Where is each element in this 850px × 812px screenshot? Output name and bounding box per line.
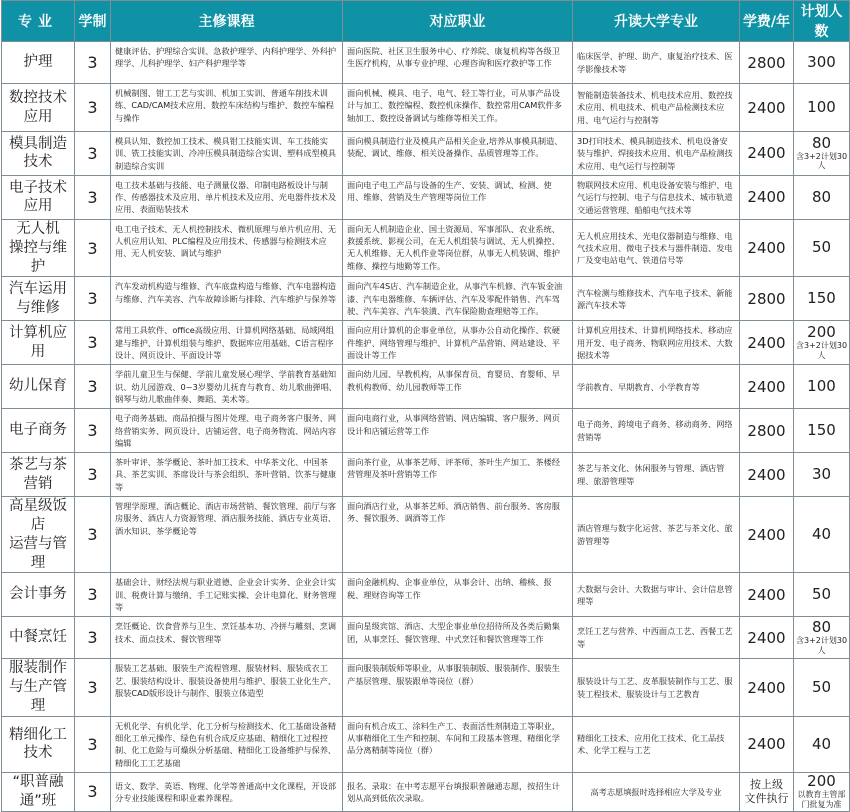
plan-cell <box>794 277 850 321</box>
courses-cell: 学前儿童卫生与保健、学前儿童发展心理学、学前教育基础知识、幼儿园游戏、0~3岁婴幼儿抚育与教育、幼儿歌曲弹唱、钢琴与幼儿歌曲伴奏、舞蹈、美术等。 <box>111 365 343 409</box>
major-name-text: 电子商务 <box>9 422 67 439</box>
years-cell: 3 <box>75 132 111 176</box>
jobs-cell: 面向电商行业，从事网络营销、网店编辑、客户服务、网页设计和店铺运营等工作 <box>343 409 573 453</box>
major-name-text: 高星级饭店 运营与管理 <box>9 497 67 571</box>
table-row <box>2 659 850 717</box>
plan-cell <box>794 84 850 132</box>
plan-value: 30 <box>811 464 832 483</box>
jobs-cell: 面向模具制造行业及模具产品相关企业,培养从事模具制造、装配、调试、维修、相关设备操作、品质管理等工作。 <box>343 132 573 176</box>
jobs-cell: 面向幼儿园、早教机构，从事保育员、育婴员、育婴师、早教机构教师、幼儿园教师等工作 <box>343 365 573 409</box>
major-name-text: 护理 <box>23 54 53 71</box>
courses-cell: 模具认知、数控加工技术、模具钳工技能实训、车工技能实训、铣工技能实训、冷冲压模具制造综合实训、塑料成型模具制造综合实训 <box>111 132 343 176</box>
major-name <box>2 132 75 176</box>
fee-value: 2400 <box>747 144 786 163</box>
fee-value: 2400 <box>747 585 786 604</box>
jobs-cell: 面向汽车4S店、汽车制造企业，从事汽车机修、汽车钣金油漆、汽车电器维修、车辆评估、汽车及零配件销售、汽车驾驶、汽车美容、汽车装潢、汽车保险勘查理赔等工作。 <box>343 277 573 321</box>
fee-cell <box>740 84 794 132</box>
university-cell: 服装设计与工艺、皮革服装制作与工艺、服装工程技术、服装设计与工艺教育 <box>573 659 740 717</box>
table-row <box>2 132 850 176</box>
years-cell: 3 <box>75 573 111 617</box>
courses-cell: 语文、数学、英语、物理、化学等普通高中文化课程，开设部分专业技能课程和职业素养课程。 <box>111 772 343 811</box>
table-row <box>2 496 850 572</box>
major-name-text: 汽车运用与维修 <box>9 281 67 316</box>
enrollment-table <box>1 0 850 812</box>
table-row <box>2 573 850 617</box>
plan-cell <box>794 219 850 277</box>
plan-cell <box>794 409 850 453</box>
plan-value: 50 <box>811 584 832 603</box>
plan-cell <box>794 453 850 497</box>
header-major: 专业 <box>2 1 75 42</box>
table-row <box>2 175 850 219</box>
fee-value: 2400 <box>747 525 786 544</box>
university-cell: 电子商务、跨境电子商务、移动商务、网络营销等 <box>573 409 740 453</box>
courses-cell: 电工技术基础与技能、电子测量仪器、印制电路板设计与制作、传感器技术及应用、单片机技术及应用、光电器件技术及应用、表面贴装技术 <box>111 175 343 219</box>
plan-note: 含3+2计划30人 <box>795 341 848 360</box>
major-name-text: 计算机应用 <box>9 324 67 360</box>
university-cell: 精细化工技术、应用化工技术、化工品技术、化学工程与工艺 <box>573 716 740 772</box>
fee-value: 2800 <box>747 421 786 440</box>
plan-value: 200 <box>807 323 836 342</box>
years-cell: 3 <box>75 42 111 84</box>
major-name-text: “职普融通”班 <box>12 773 64 809</box>
plan-cell <box>794 659 850 717</box>
years-cell: 3 <box>75 453 111 497</box>
plan-value: 100 <box>807 97 836 116</box>
plan-note: 含3+2计划30人 <box>795 151 848 171</box>
jobs-cell: 面向服装制版师等职业，从事服装制版、服装制作、服装生产基层管理、服装跟单等岗位（群） <box>343 659 573 717</box>
major-name-text: 精细化工技术 <box>9 726 67 762</box>
plan-cell <box>794 365 850 409</box>
courses-cell: 电工电子技术、无人机控制技术、微机原理与单片机应用、无人机应用认知、PLC编程及应用技术、传感器与检测技术应用、无人机安装、调试与维护 <box>111 219 343 277</box>
table-row <box>2 321 850 365</box>
jobs-cell: 面向机械、模具、电子、电气、轻工等行业，可从事产品设计与加工、数控编程、数控机床操作、数控常用CAM软件多轴加工、数控设备调试与维修等相关工作。 <box>343 84 573 132</box>
plan-value: 40 <box>811 734 832 753</box>
fee-value: 2400 <box>747 465 786 484</box>
jobs-cell: 报名、录取：在中考志愿平台填报职普融通志愿，按招生计划从高到低依次录取。 <box>343 772 573 811</box>
header-plan: 计划人数 <box>794 1 850 42</box>
fee-cell <box>740 409 794 453</box>
fee-value: 2400 <box>747 333 786 352</box>
table-row <box>2 716 850 772</box>
university-cell: 学前教育、早期教育、小学教育等 <box>573 365 740 409</box>
years-cell: 3 <box>75 365 111 409</box>
major-name <box>2 175 75 219</box>
jobs-cell: 面向星级宾馆、酒店、大型企事业单位招待所及各类后勤集团，从事烹饪、餐饮管理、中式烹饪和餐饮管理等工作 <box>343 617 573 659</box>
fee-value: 2400 <box>747 377 786 396</box>
major-name <box>2 772 75 811</box>
university-cell: 高考志愿填报时选择相应大学及专业 <box>573 772 740 811</box>
jobs-cell: 面向医院、社区卫生服务中心、疗养院、康复机构等各级卫生医疗机构，从事专业护理、心理咨询和医疗救护等工作 <box>343 42 573 84</box>
jobs-cell: 面向无人机制造企业、国土资源局、军事部队、农业系统、救援系统、影视公司，在无人机组装与调试、无人机操控、无人机维修、无人机作业等岗位群，从事无人机装调、维护维修、操控与地勤等工作。 <box>343 219 573 277</box>
years-cell: 3 <box>75 496 111 572</box>
table-row <box>2 219 850 277</box>
major-name <box>2 219 75 277</box>
courses-cell: 汽车发动机构造与维修、汽车底盘构造与维修、汽车电器构造与维修、汽车美容、汽车故障诊断与排除、汽车维护与保养等 <box>111 277 343 321</box>
major-name <box>2 659 75 717</box>
table-row <box>2 409 850 453</box>
fee-value: 2400 <box>747 98 786 117</box>
major-name <box>2 365 75 409</box>
fee-value: 2400 <box>747 735 786 754</box>
table-row <box>2 277 850 321</box>
major-name <box>2 453 75 497</box>
major-name-text: 会计事务 <box>9 586 67 603</box>
fee-cell <box>740 321 794 365</box>
header-university: 升读大学专业 <box>573 1 740 42</box>
jobs-cell: 面向酒店行业，从事茶艺师、酒店销售、前台服务、客房服务、餐饮服务、调酒等工作 <box>343 496 573 572</box>
years-cell: 3 <box>75 409 111 453</box>
years-cell: 3 <box>75 84 111 132</box>
years-cell: 3 <box>75 175 111 219</box>
major-name <box>2 716 75 772</box>
university-cell: 茶艺与茶文化、休闲服务与管理、酒店管理、旅游管理等 <box>573 453 740 497</box>
major-name-text: 无人机 操控与维护 <box>9 220 67 275</box>
major-name <box>2 84 75 132</box>
plan-cell <box>794 496 850 572</box>
years-cell: 3 <box>75 716 111 772</box>
jobs-cell: 面向金融机构、企事业单位，从事会计、出纳、稽核、报税、理财咨询等工作 <box>343 573 573 617</box>
fee-cell <box>740 496 794 572</box>
courses-cell: 电子商务基础、商品拍摄与图片处理、电子商务客户服务、网络营销实务、网页设计、店铺运营、电子商务物流、网站内容编辑 <box>111 409 343 453</box>
years-cell: 3 <box>75 659 111 717</box>
fee-cell <box>740 573 794 617</box>
plan-cell <box>794 321 850 365</box>
table-row <box>2 365 850 409</box>
plan-cell <box>794 573 850 617</box>
fee-cell <box>740 175 794 219</box>
university-cell: 大数据与会计、大数据与审计、会计信息管理等 <box>573 573 740 617</box>
major-name-text: 模具制造技术 <box>9 135 67 171</box>
fee-cell <box>740 659 794 717</box>
table-row <box>2 84 850 132</box>
fee-value: 按上级 文件执行 <box>744 777 789 805</box>
fee-cell <box>740 716 794 772</box>
major-name <box>2 617 75 659</box>
major-name-text: 服装制作 与生产管理 <box>9 660 67 714</box>
major-name-text: 中餐烹饪 <box>9 629 67 646</box>
fee-cell <box>740 453 794 497</box>
major-name <box>2 277 75 321</box>
university-cell: 3D打印技术、模具制造技术、机电设备安装与维护、焊接技术应用、机电产品检测技术应用、电气运行与控制等 <box>573 132 740 176</box>
table-row <box>2 772 850 811</box>
jobs-cell: 面向茶行业，从事茶艺师、评茶师、茶叶生产加工、茶楼经营管理及茶叶营销等工作 <box>343 453 573 497</box>
major-name <box>2 573 75 617</box>
major-name <box>2 321 75 365</box>
courses-cell: 服装工艺基础、服装生产流程管理、服装材料、服装成衣工艺、服装结构设计、服装设备使用与维护、服装工业化生产、服装CAD版形设计与制作、服装立体造型 <box>111 659 343 717</box>
major-name <box>2 409 75 453</box>
fee-value: 2400 <box>747 188 786 207</box>
plan-value: 50 <box>811 238 832 257</box>
courses-cell: 健康评估、护理综合实训、急救护理学、内科护理学、外科护理学、儿科护理学、妇产科护理学等 <box>111 42 343 84</box>
plan-cell <box>794 42 850 84</box>
university-cell: 汽车检测与维修技术、汽车电子技术、新能源汽车技术等 <box>573 277 740 321</box>
courses-cell: 常用工具软件、office高级应用、计算机网络基础、局域网组建与维护、计算机组装与维护、数据库应用基础、C语言程序设计、网页设计、平面设计等 <box>111 321 343 365</box>
years-cell: 3 <box>75 219 111 277</box>
header-jobs: 对应职业 <box>343 1 573 42</box>
table-row <box>2 453 850 497</box>
plan-note: 以教育主管部门批复为准 <box>797 790 846 809</box>
fee-value: 2400 <box>747 239 786 258</box>
table-row <box>2 617 850 659</box>
plan-cell <box>794 132 850 176</box>
major-name-text: 茶艺与茶营销 <box>9 456 67 492</box>
university-cell: 临床医学、护理、助产、康复治疗技术、医学影像技术等 <box>573 42 740 84</box>
fee-cell <box>740 132 794 176</box>
major-name <box>2 496 75 572</box>
university-cell: 计算机应用技术、计算机网络技术、移动应用开发、电子商务、物联网应用技术、大数据技术等 <box>573 321 740 365</box>
fee-cell <box>740 772 794 811</box>
fee-cell <box>740 365 794 409</box>
plan-value: 50 <box>811 677 832 696</box>
fee-value: 2400 <box>747 678 786 697</box>
university-cell: 物联网技术应用、机电设备安装与维护、电气运行与控制、电子与信息技术、城市轨道交通运营管理、船舶电气技术等 <box>573 175 740 219</box>
plan-value: 300 <box>807 52 836 71</box>
fee-cell <box>740 42 794 84</box>
years-cell: 3 <box>75 617 111 659</box>
jobs-cell: 面向应用计算机的企事业单位，从事办公自动化操作、软硬件维护、网络管理与维护、计算机产品营销、网站建设、平面设计等工作 <box>343 321 573 365</box>
years-cell: 3 <box>75 321 111 365</box>
table-row <box>2 42 850 84</box>
courses-cell: 无机化学、有机化学、化工分析与检测技术、化工基础设备精细化工单元操作、绿色有机合成反应基础、精细化工过程控制、化工危险与可燥纵分析基础、精细化工设备维护与保养、精细化工工艺基础 <box>111 716 343 772</box>
courses-cell: 机械制图、钳工工艺与实训、机加工实训、普通车削技术训练、CAD/CAM技术应用、数控车床结构与维护、数控车编程与操作 <box>111 84 343 132</box>
plan-value: 150 <box>807 288 836 307</box>
plan-cell <box>794 175 850 219</box>
header-fee: 学费/年 <box>740 1 794 42</box>
fee-value: 2800 <box>747 289 786 308</box>
plan-cell <box>794 716 850 772</box>
fee-value: 2400 <box>747 628 786 647</box>
courses-cell: 基础会计、财经法规与职业道德、企业会计实务、企业会计实训、税费计算与缴纳、手工记账实操、会计电算化、财务管理等 <box>111 573 343 617</box>
fee-cell <box>740 617 794 659</box>
university-cell: 智能制造装备技术、机电技术应用、数控技术应用、机电技术、机电产品检测技术应用、电气运行与控制等 <box>573 84 740 132</box>
major-name-text: 数控技术应用 <box>9 89 67 125</box>
jobs-cell: 面向有机合成工、涂料生产工、表面活性剂制造工等职业，从事精细化工生产和控制、车间和工段基本管理、精细化学品分离精制等岗位（群） <box>343 716 573 772</box>
courses-cell: 烹饪概论、饮食营养与卫生、烹饪基本功、冷拼与雕刻、烹调技术、面点技术、餐饮管理等 <box>111 617 343 659</box>
header-row <box>2 1 850 42</box>
plan-value: 80 <box>811 187 832 206</box>
header-courses: 主修课程 <box>111 1 343 42</box>
years-cell: 3 <box>75 277 111 321</box>
plan-value: 200 <box>807 772 836 791</box>
courses-cell: 管理学原理、酒店概论、酒店市场营销、餐饮管理、前厅与客房服务、酒店人力资源管理、酒店服务技能、酒店专业英语、酒水知识、茶学概论等 <box>111 496 343 572</box>
plan-value: 40 <box>811 524 832 543</box>
plan-value: 100 <box>807 376 836 395</box>
university-cell: 烹饪工艺与营养、中西面点工艺、西餐工艺等 <box>573 617 740 659</box>
jobs-cell: 面向电子电工产品与设备的生产、安装、调试、检测、使用、维修、营销及生产管理等岗位工作 <box>343 175 573 219</box>
major-name <box>2 42 75 84</box>
fee-cell <box>740 277 794 321</box>
university-cell: 无人机应用技术、光电仪器制造与维修、电气技术应用、微电子技术与器件制造、发电厂及变电站电气、铁道信号等 <box>573 219 740 277</box>
plan-cell <box>794 617 850 659</box>
university-cell: 酒店管理与数字化运营、茶艺与茶文化、旅游管理等 <box>573 496 740 572</box>
header-years: 学制 <box>75 1 111 42</box>
plan-cell <box>794 772 850 811</box>
plan-value: 80 <box>811 133 832 152</box>
major-name-text: 幼儿保育 <box>9 378 67 395</box>
major-name-text: 电子技术应用 <box>9 179 67 215</box>
years-cell: 3 <box>75 772 111 811</box>
plan-value: 80 <box>811 618 832 637</box>
plan-value: 150 <box>807 420 836 439</box>
plan-note: 含3+2计划30人 <box>795 636 848 655</box>
fee-cell <box>740 219 794 277</box>
fee-value: 2800 <box>747 53 786 72</box>
courses-cell: 茶叶审评、茶学概论、茶叶加工技术、中华茶文化、中国茶具、茶艺实训、茶席设计与茶会组织、茶叶营销、饮茶与健康等 <box>111 453 343 497</box>
